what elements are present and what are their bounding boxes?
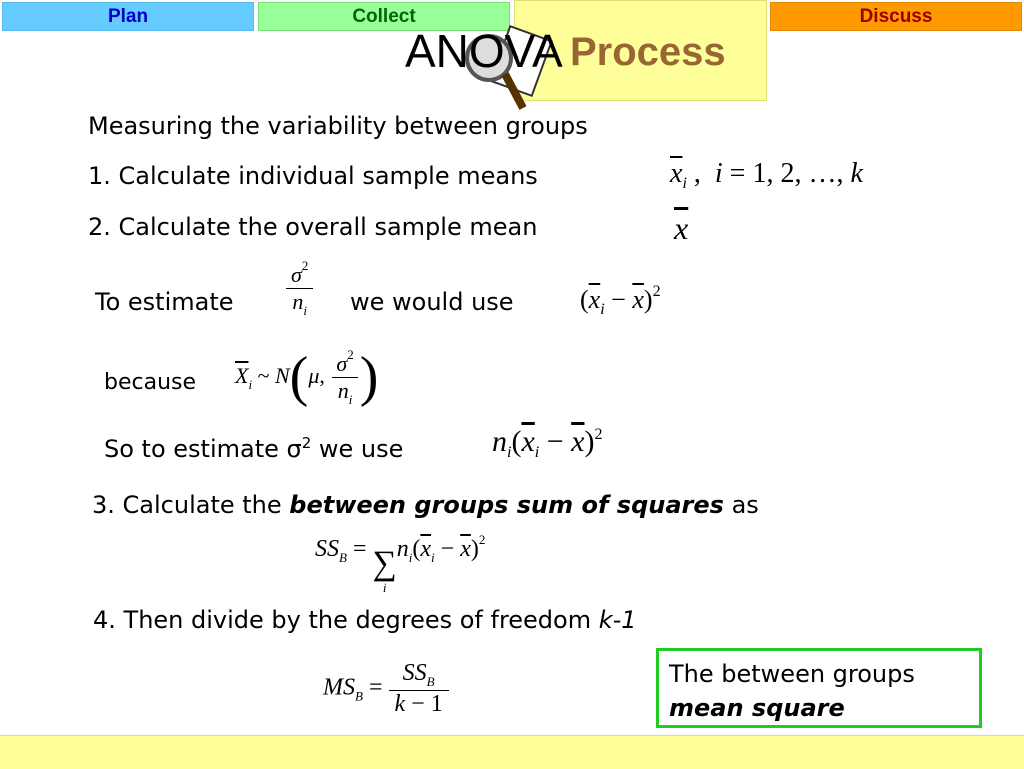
callout-line1: The between groups <box>669 660 915 688</box>
process-label: Process <box>570 30 726 74</box>
tab-collect-label: Collect <box>352 5 416 27</box>
step1-line: 1. Calculate individual sample means <box>88 162 538 190</box>
step4-line <box>93 606 637 634</box>
formula-sample-means: $\overline{x}_i$ , i = 1, 2, …, k <box>670 158 863 192</box>
formula-squared-diff: $(\overline{x}_i - \overline{x})^2$ <box>580 283 661 318</box>
page-title: ANOVA <box>405 25 563 77</box>
formula-sigma-over-n: $\frac{\sigma^2}{n_i}$ <box>285 258 314 319</box>
because-label: because <box>104 370 197 395</box>
step3-line <box>92 491 759 519</box>
measuring-line: Measuring the variability between groups <box>88 112 588 140</box>
formula-n-times-diff: $n_i(\overline{x}_i - \overline{x})^2$ <box>492 425 603 461</box>
tab-discuss[interactable] <box>770 2 1022 31</box>
so-to-estimate-line <box>104 434 403 463</box>
step4-italic: k-1 <box>598 606 637 634</box>
tab-plan[interactable] <box>2 2 254 31</box>
we-would-use-label: we would use <box>350 288 514 316</box>
to-estimate-label: To estimate <box>95 288 234 316</box>
formula-overall-mean: $\overline{x}$ <box>674 210 689 246</box>
tab-plan-label: Plan <box>107 5 149 27</box>
step2-line: 2. Calculate the overall sample mean <box>88 213 538 241</box>
step3-bold: between groups sum of squares <box>289 491 724 519</box>
formula-msb: $MS_B$ = $\frac{SS_B}{k - 1}$ <box>323 660 449 718</box>
tab-discuss-label: Discuss <box>859 5 933 27</box>
formula-ssb: $SS_B$ = ∑ i $n_i(\overline{x}_i - \overline{x})^2$ <box>315 532 486 595</box>
so-sup: 2 <box>301 434 312 452</box>
callout-line2: mean square <box>669 694 845 722</box>
step4-prefix: 4. Then divide by the degrees of freedom <box>93 606 599 634</box>
we-use-text: we use <box>311 435 404 463</box>
mean-square-callout <box>656 648 982 728</box>
step3-prefix: 3. Calculate the <box>92 491 290 519</box>
formula-distribution: $\overline{X}_i$ ~ N(μ, $\frac{\sigma^2}{n_i}$ ) <box>235 346 379 408</box>
so-to-estimate-text: So to estimate σ <box>104 435 302 463</box>
step3-suffix: as <box>723 491 759 519</box>
footer-bar <box>0 735 1024 769</box>
